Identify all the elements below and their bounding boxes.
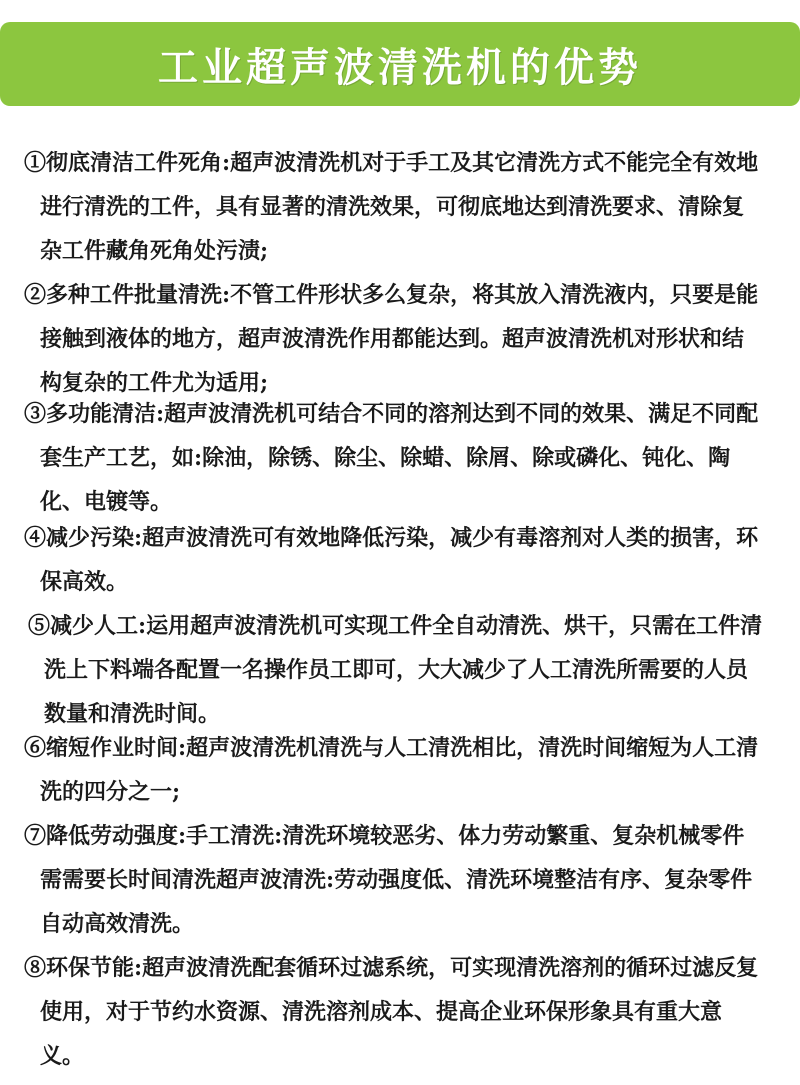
advantage-item-5: ⑤减少人工:运用超声波清洗机可实现工件全自动清洗、烘干，只需在工件清洗上下料端各配置一名操作员工即可，大大减少了人工清洗所需要的人员数量和清洗时间。 xyxy=(28,613,763,727)
advantage-item-3: ③多功能清洁:超声波清洗机可结合不同的溶剂达到不同的效果、满足不同配套生产工艺，如:除油，除锈、除尘、除蜡、除屑、除或磷化、钝化、陶化、电镀等。 xyxy=(24,401,759,515)
advantage-item-8: ⑧环保节能:超声波清洗配套循环过滤系统，可实现清洗溶剂的循环过滤反复使用，对于节约水资源、清洗溶剂成本、提高企业环保形象具有重大意义。 xyxy=(24,955,759,1069)
page-title: 工业超声波清洗机的优势 xyxy=(158,43,642,91)
advantage-item-4: ④减少污染:超声波清洗可有效地降低污染，减少有毒溶剂对人类的损害，环保高效。 xyxy=(24,525,759,595)
advantage-item-6: ⑥缩短作业时间:超声波清洗机清洗与人工清洗相比，清洗时间缩短为人工清洗的四分之一; xyxy=(24,735,759,805)
advantage-item-2: ②多种工件批量清洗:不管工件形状多么复杂，将其放入清洗液内，只要是能接触到液体的地方，超声波清洗作用都能达到。超声波清洗机对形状和结构复杂的工件尤为适用; xyxy=(24,282,759,396)
advantage-item-7: ⑦降低劳动强度:手工清洗:清洗环境较恶劣、体力劳动繁重、复杂机械零件需需要长时间清洗超声波清洗:劳动强度低、清洗环境整洁有序、复杂零件自动高效清洗。 xyxy=(24,823,753,937)
advantage-item-1: ①彻底清洁工件死角:超声波清洗机对于手工及其它清洗方式不能完全有效地进行清洗的工件，具有显著的清洗效果，可彻底地达到清洗要求、清除复杂工件藏角死角处污渍; xyxy=(24,150,759,264)
